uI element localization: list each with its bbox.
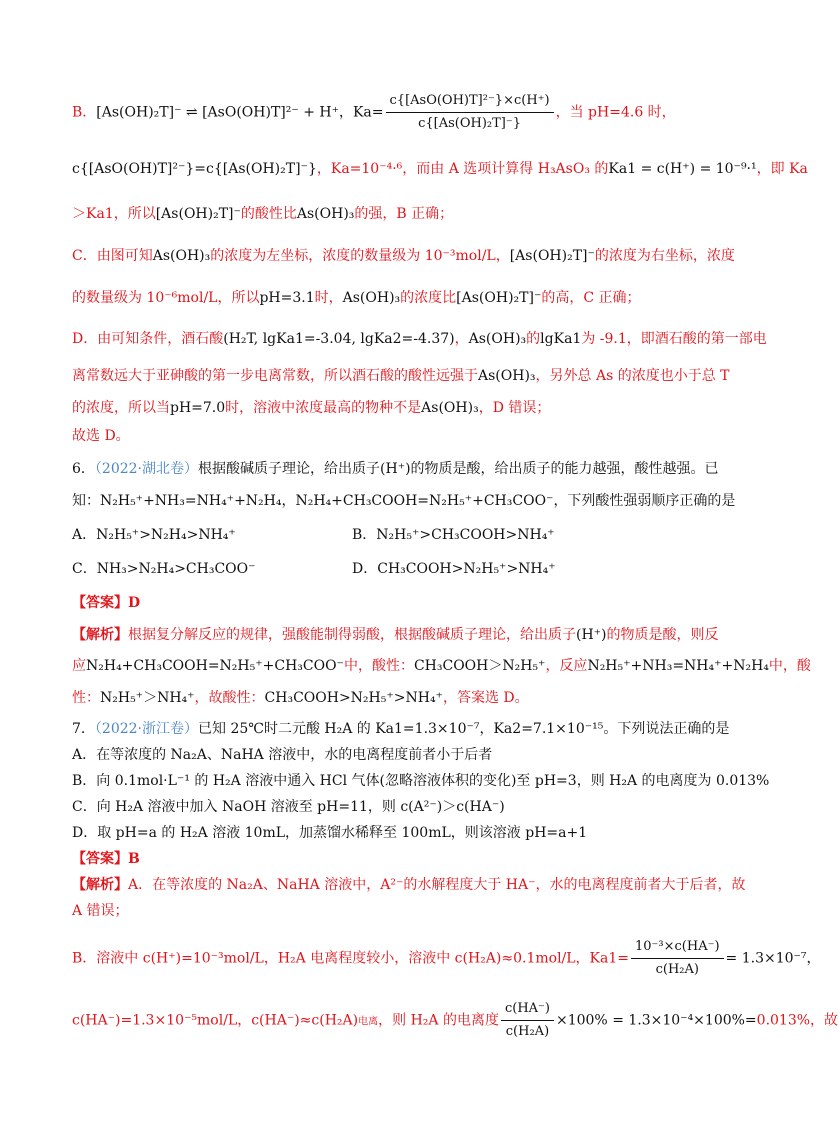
option-text: N₂H₅⁺>CH₃COOH>NH₄⁺ <box>376 527 555 543</box>
reaction: N₂H₄+CH₃COOH=N₂H₅⁺+CH₃COO⁻ <box>86 658 344 674</box>
question-7-analysis-b1 <box>72 938 821 979</box>
ionization-fraction <box>501 1000 554 1041</box>
answer-value: B <box>128 851 140 867</box>
text: ，另外总 As 的浓度也小于总 T <box>535 368 730 384</box>
equation: [As(OH)₂T]⁻ ⇌ [AsO(OH)T]²⁻ + H⁺，Ka= <box>96 104 384 121</box>
ka1-fraction <box>631 938 724 979</box>
option-label: B． <box>352 527 377 543</box>
analysis-d-line3 <box>72 397 740 419</box>
reaction: N₂H₅⁺+NH₃=NH₄⁺+N₂H₄ <box>100 493 282 509</box>
math: (H⁺) <box>576 627 607 643</box>
question-7-option-b: B．向 0.1mol·L⁻¹ 的 H₂A 溶液中通入 HCl 气体(忽略溶液体积的变化)至 pH=3，则 H₂A 的电离度为 0.013% <box>72 773 770 789</box>
text: 的浓度，所以当 <box>72 400 170 416</box>
text: 时， <box>314 290 343 306</box>
text: ＞Ka1，所以 <box>72 206 156 222</box>
answer-value: D <box>128 595 141 611</box>
fraction-denominator: c{[As(OH)₂T]⁻} <box>418 116 522 131</box>
question-6-analysis-line1 <box>72 624 740 646</box>
equation: (H₂T, lgKa1=-3.04, lgKa2=-4.37) <box>223 331 455 347</box>
text: ，Ka=10⁻⁴·⁶，而由 A 选项计算得 H₃AsO₃ 的 <box>316 161 609 177</box>
question-source: （2022·湖北卷） <box>94 461 199 477</box>
text: 中，酸 <box>768 658 811 674</box>
analysis-c-line2 <box>72 287 740 309</box>
question-6-stem <box>72 458 740 480</box>
text: ，D 错误； <box>478 400 551 416</box>
text: 性： <box>72 690 100 706</box>
text: ，答案选 D。 <box>442 690 529 706</box>
text: B．溶液中 c(H⁺)=10⁻³mol/L，H₂A 电离程度较小，溶液中 c(H₂A)≈0.1mol/L，Ka1= <box>72 950 630 967</box>
text: 知： <box>72 493 100 509</box>
text: 的浓度为左坐标，浓度的数量级为 10⁻³mol/L， <box>210 248 510 264</box>
text: ， <box>454 331 469 347</box>
question-6-reactions <box>72 490 740 512</box>
ka-fraction <box>386 92 554 133</box>
option-label: C． <box>72 561 97 577</box>
question-7-answer <box>72 848 740 870</box>
text: 0.013%，故 <box>756 1012 838 1029</box>
question-6-analysis-line3 <box>72 687 740 709</box>
text: 的物质是酸，给出质子的能力越强，酸性越强。已 <box>410 461 719 477</box>
fraction-denominator: c(H₂A) <box>655 962 699 977</box>
fraction-numerator: 10⁻³×c(HA⁻) <box>631 938 724 959</box>
reaction: N₂H₅⁺+NH₃=NH₄⁺+N₂H₄ <box>587 658 769 674</box>
text: 离常数远大于亚砷酸的第一步电离常数，所以酒石酸的酸性远强于 <box>72 368 478 384</box>
comparison: CH₃COOH>N₂H₅⁺>NH₄⁺ <box>264 690 443 706</box>
analysis-b-line2 <box>72 158 808 180</box>
equation: As(OH)₃ <box>152 248 211 264</box>
equation: As(OH)₃ <box>478 368 536 384</box>
analysis-b-line1 <box>72 92 740 133</box>
analysis-c-line1 <box>72 245 740 267</box>
text: D．由可知条件，酒石酸 <box>72 331 224 347</box>
text: 根据复分解反应的规律，强酸能制得弱酸，根据酸碱质子理论，给出质子 <box>128 627 576 643</box>
option-label: B． <box>72 104 97 121</box>
analysis-d-line1 <box>72 328 767 350</box>
text: 应 <box>72 658 86 674</box>
math: = 1.3×10⁻⁷， <box>725 950 821 967</box>
option-c <box>72 558 256 580</box>
text: 的强，B 正确； <box>354 206 454 222</box>
analysis-b-line3 <box>72 203 740 225</box>
comparison: N₂H₅⁺＞NH₄⁺ <box>100 690 195 706</box>
text: 的浓度比 <box>400 290 457 306</box>
text: ， <box>281 493 296 509</box>
text: 根据酸碱质子理论，给出质子 <box>198 461 381 477</box>
fraction-numerator: c(HA⁻) <box>501 1000 554 1021</box>
text: c(HA⁻)=1.3×10⁻⁵mol/L，c(HA⁻)≈c(H₂A) <box>72 1012 359 1029</box>
text: 的酸性比 <box>240 206 297 222</box>
math: ×100% = 1.3×10⁻⁴×100%= <box>555 1012 757 1029</box>
text: ，下列酸性强弱顺序正确的是 <box>553 493 736 509</box>
math: lgKa1 <box>540 331 582 347</box>
equation: [As(OH)₂T]⁻ <box>456 290 542 306</box>
text: C．由图可知 <box>72 248 153 264</box>
answer-label: 【答案】 <box>72 851 128 867</box>
option-label: A． <box>72 527 97 543</box>
answer-label: 【答案】 <box>72 595 128 611</box>
question-7-analysis-a2: A 错误； <box>72 903 129 919</box>
option-a <box>72 524 236 546</box>
question-7-analysis-a1 <box>72 874 746 896</box>
option-text: N₂H₅⁺>N₂H₄>NH₄⁺ <box>96 527 236 543</box>
question-7-option-d: D．取 pH=a 的 H₂A 溶液 10mL，加蒸馏水稀释至 100mL，则该溶液 pH=a+1 <box>72 825 588 841</box>
option-text: CH₃COOH>N₂H₅⁺>NH₄⁺ <box>377 561 556 577</box>
option-label: D． <box>352 561 378 577</box>
option-d <box>352 558 556 580</box>
equation: As(OH)₃ <box>421 400 479 416</box>
text: 已知 25℃时二元酸 H₂A 的 Ka1=1.3×10⁻⁷，Ka2=7.1×10⁻¹⁵。下列说法正确的是 <box>198 721 730 737</box>
question-number: 7． <box>72 721 95 737</box>
math: pH=7.0 <box>170 400 226 416</box>
option-b <box>352 524 555 546</box>
text: 的 <box>526 331 541 347</box>
conclusion: 故选 D。 <box>72 428 130 444</box>
question-7-stem <box>72 718 740 740</box>
analysis-label: 【解析】 <box>72 627 128 643</box>
text: ，则 H₂A 的电离度 <box>378 1012 499 1029</box>
question-6-answer <box>72 592 740 614</box>
math: (H⁺) <box>380 461 411 477</box>
text: 的高，C 正确； <box>541 290 641 306</box>
reaction: N₂H₄+CH₃COOH=N₂H₅⁺+CH₃COO⁻ <box>295 493 554 509</box>
fraction-numerator: c{[AsO(OH)T]²⁻}×c(H⁺) <box>386 92 554 113</box>
subscript: 电离 <box>358 1016 379 1028</box>
text: 为 -9.1，即酒石酸的第一部电 <box>581 331 767 347</box>
text: ，即 Ka <box>756 161 808 177</box>
math: pH=3.1 <box>259 290 315 306</box>
fraction-denominator: c(H₂A) <box>505 1024 550 1039</box>
equation: c{[AsO(OH)T]²⁻}=c{[As(OH)₂T]⁻} <box>72 161 317 177</box>
text: 中，酸性： <box>343 658 414 674</box>
equation: [As(OH)₂T]⁻ <box>155 206 241 222</box>
question-7-analysis-b2 <box>72 1000 838 1041</box>
question-6-analysis-line2 <box>72 655 811 677</box>
equation: As(OH)₃ <box>468 331 527 347</box>
equation: As(OH)₃ <box>296 206 355 222</box>
text: 的浓度为右坐标，浓度 <box>594 248 735 264</box>
text: 的物质是酸，则反 <box>606 627 719 643</box>
question-7-option-c: C．向 H₂A 溶液中加入 NaOH 溶液至 pH=11，则 c(A²⁻)＞c(HA⁻) <box>72 799 505 815</box>
question-7-option-a: A．在等浓度的 Na₂A、NaHA 溶液中，水的电离程度前者小于后者 <box>72 747 493 763</box>
text: 的数量级为 10⁻⁶mol/L，所以 <box>72 290 260 306</box>
comparison: CH₃COOH＞N₂H₅⁺ <box>413 658 546 674</box>
text: ，故酸性： <box>194 690 265 706</box>
question-number: 6． <box>72 461 95 477</box>
equation: [As(OH)₂T]⁻ <box>509 248 595 264</box>
analysis-label: 【解析】 <box>72 877 128 893</box>
analysis-d-line2 <box>72 365 740 387</box>
option-text: NH₃>N₂H₄>CH₃COO⁻ <box>96 561 256 577</box>
text: ，当 pH=4.6 时， <box>555 104 676 121</box>
math: Ka1 = c(H⁺) = 10⁻⁹·¹ <box>608 161 757 177</box>
text: A．在等浓度的 Na₂A、NaHA 溶液中，A²⁻的水解程度大于 HA⁻，水的电离程度前者大于后者，故 <box>128 877 746 893</box>
text: ，反应 <box>545 658 588 674</box>
equation: As(OH)₃ <box>342 290 401 306</box>
question-source: （2022·浙江卷） <box>94 721 199 737</box>
text: 时，溶液中浓度最高的物种不是 <box>225 400 422 416</box>
